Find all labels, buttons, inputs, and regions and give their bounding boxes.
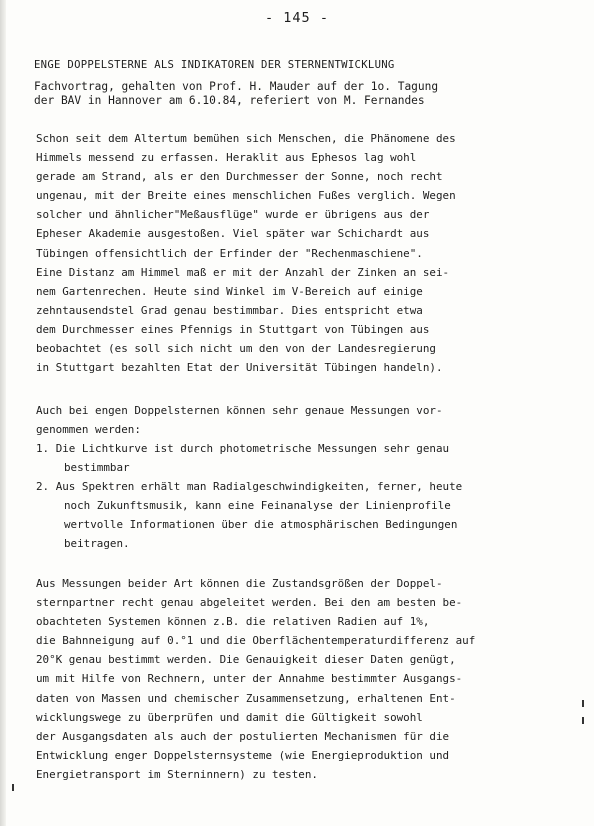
document-title: ENGE DOPPELSTERNE ALS INDIKATOREN DER STERNENTWICKLUNG xyxy=(34,59,395,71)
text-line: der Ausgangsdaten als auch der postulierten Mechanismen für die xyxy=(36,729,450,743)
page-number: - 145 - xyxy=(265,10,329,26)
text-line: daten von Massen und chemischer Zusammensetzung, erhaltenen Ent- xyxy=(36,691,456,705)
margin-mark xyxy=(12,784,14,791)
text-line: wicklungswege zu überprüfen und damit die Gültigkeit sowohl xyxy=(36,710,423,724)
subtitle-line: Fachvortrag, gehalten von Prof. H. Mauder auf der 1o. Tagung xyxy=(34,80,439,93)
text-line: Entwicklung enger Doppelsternsysteme (wie Energieproduktion und xyxy=(36,748,450,762)
text-line: dem Durchmesser eines Pfennigs in Stuttgart von Tübingen aus xyxy=(36,322,430,336)
subtitle-line: der BAV in Hannover am 6.10.84, referiert von M. Fernandes xyxy=(34,94,425,107)
text-line: ungenau, mit der Breite eines menschlichen Fußes verglich. Wegen xyxy=(36,189,456,203)
text-line: Himmels messend zu erfassen. Heraklit aus Ephesos lag wohl xyxy=(36,151,417,165)
text-line: Auch bei engen Doppelsternen können sehr genaue Messungen vor- xyxy=(36,404,443,417)
text-line: Energietransport im Sterninnern) zu testen. xyxy=(36,767,318,781)
text-line: Schon seit dem Altertum bemühen sich Menschen, die Phänomene des xyxy=(36,132,456,145)
scan-edge-shadow xyxy=(0,0,6,826)
list-item-line: bestimmbar xyxy=(64,461,130,475)
text-line: genommen werden: xyxy=(36,423,141,437)
text-line: Eine Distanz am Himmel maß er mit der Anzahl der Zinken an sei- xyxy=(36,265,450,279)
list-item-lightcurve xyxy=(36,439,449,477)
text-line: um mit Hilfe von Rechnern, unter der Annahme bestimmter Ausgangs- xyxy=(36,672,463,686)
text-line: 20°K genau bestimmt werden. Die Genauigkeit dieser Daten genügt, xyxy=(36,653,456,667)
margin-mark xyxy=(582,717,584,724)
list-item-line: beitragen. xyxy=(64,537,130,551)
paragraph-results xyxy=(36,574,475,784)
paragraph-measurements-intro xyxy=(36,401,443,439)
text-line: die Bahnneigung auf 0.°1 und die Oberflächentemperaturdifferenz auf xyxy=(36,634,476,648)
list-item-spectra xyxy=(36,477,462,553)
text-line: solcher und ähnlicher"Meßausflüge" wurde er übrigens aus der xyxy=(36,208,430,222)
text-line: in Stuttgart bezahlten Etat der Universität Tübingen handeln). xyxy=(36,361,443,375)
text-line: zehntausendstel Grad genau bestimmbar. Dies entspricht etwa xyxy=(36,303,423,317)
list-item-line: wertvolle Informationen über die atmosphärischen Bedingungen xyxy=(64,518,458,532)
list-item-line: 1. Die Lichtkurve ist durch photometrische Messungen sehr genau xyxy=(36,442,450,455)
text-line: Epheser Akademie ausgestoßen. Viel später war Schichardt aus xyxy=(36,227,430,241)
text-line: obachteten Systemen können z.B. die relativen Radien auf 1%, xyxy=(36,615,430,629)
text-line: gerade am Strand, als er den Durchmesser der Sonne, noch recht xyxy=(36,170,443,184)
paragraph-history xyxy=(36,129,456,377)
text-line: Tübingen offensichtlich der Erfinder der "Rechenmaschiene". xyxy=(36,246,423,260)
text-line: Aus Messungen beider Art können die Zustandsgrößen der Doppel- xyxy=(36,577,443,590)
list-number: 1. xyxy=(36,442,50,455)
margin-mark xyxy=(582,700,584,707)
text-line: nem Gartenrechen. Heute sind Winkel im V-Bereich auf einige xyxy=(36,284,423,298)
text-line: beobachtet (es soll sich nicht um den von der Landesregierung xyxy=(36,342,436,356)
document-subtitle xyxy=(34,80,438,108)
list-number: 2. xyxy=(36,480,50,493)
text-line: sternpartner recht genau abgeleitet werden. Bei den am besten be- xyxy=(36,596,463,610)
list-item-line: noch Zukunftsmusik, kann eine Feinanalyse der Linienprofile xyxy=(64,499,451,513)
list-item-line: 2. Aus Spektren erhält man Radialgeschwindigkeiten, ferner, heute xyxy=(36,480,463,493)
